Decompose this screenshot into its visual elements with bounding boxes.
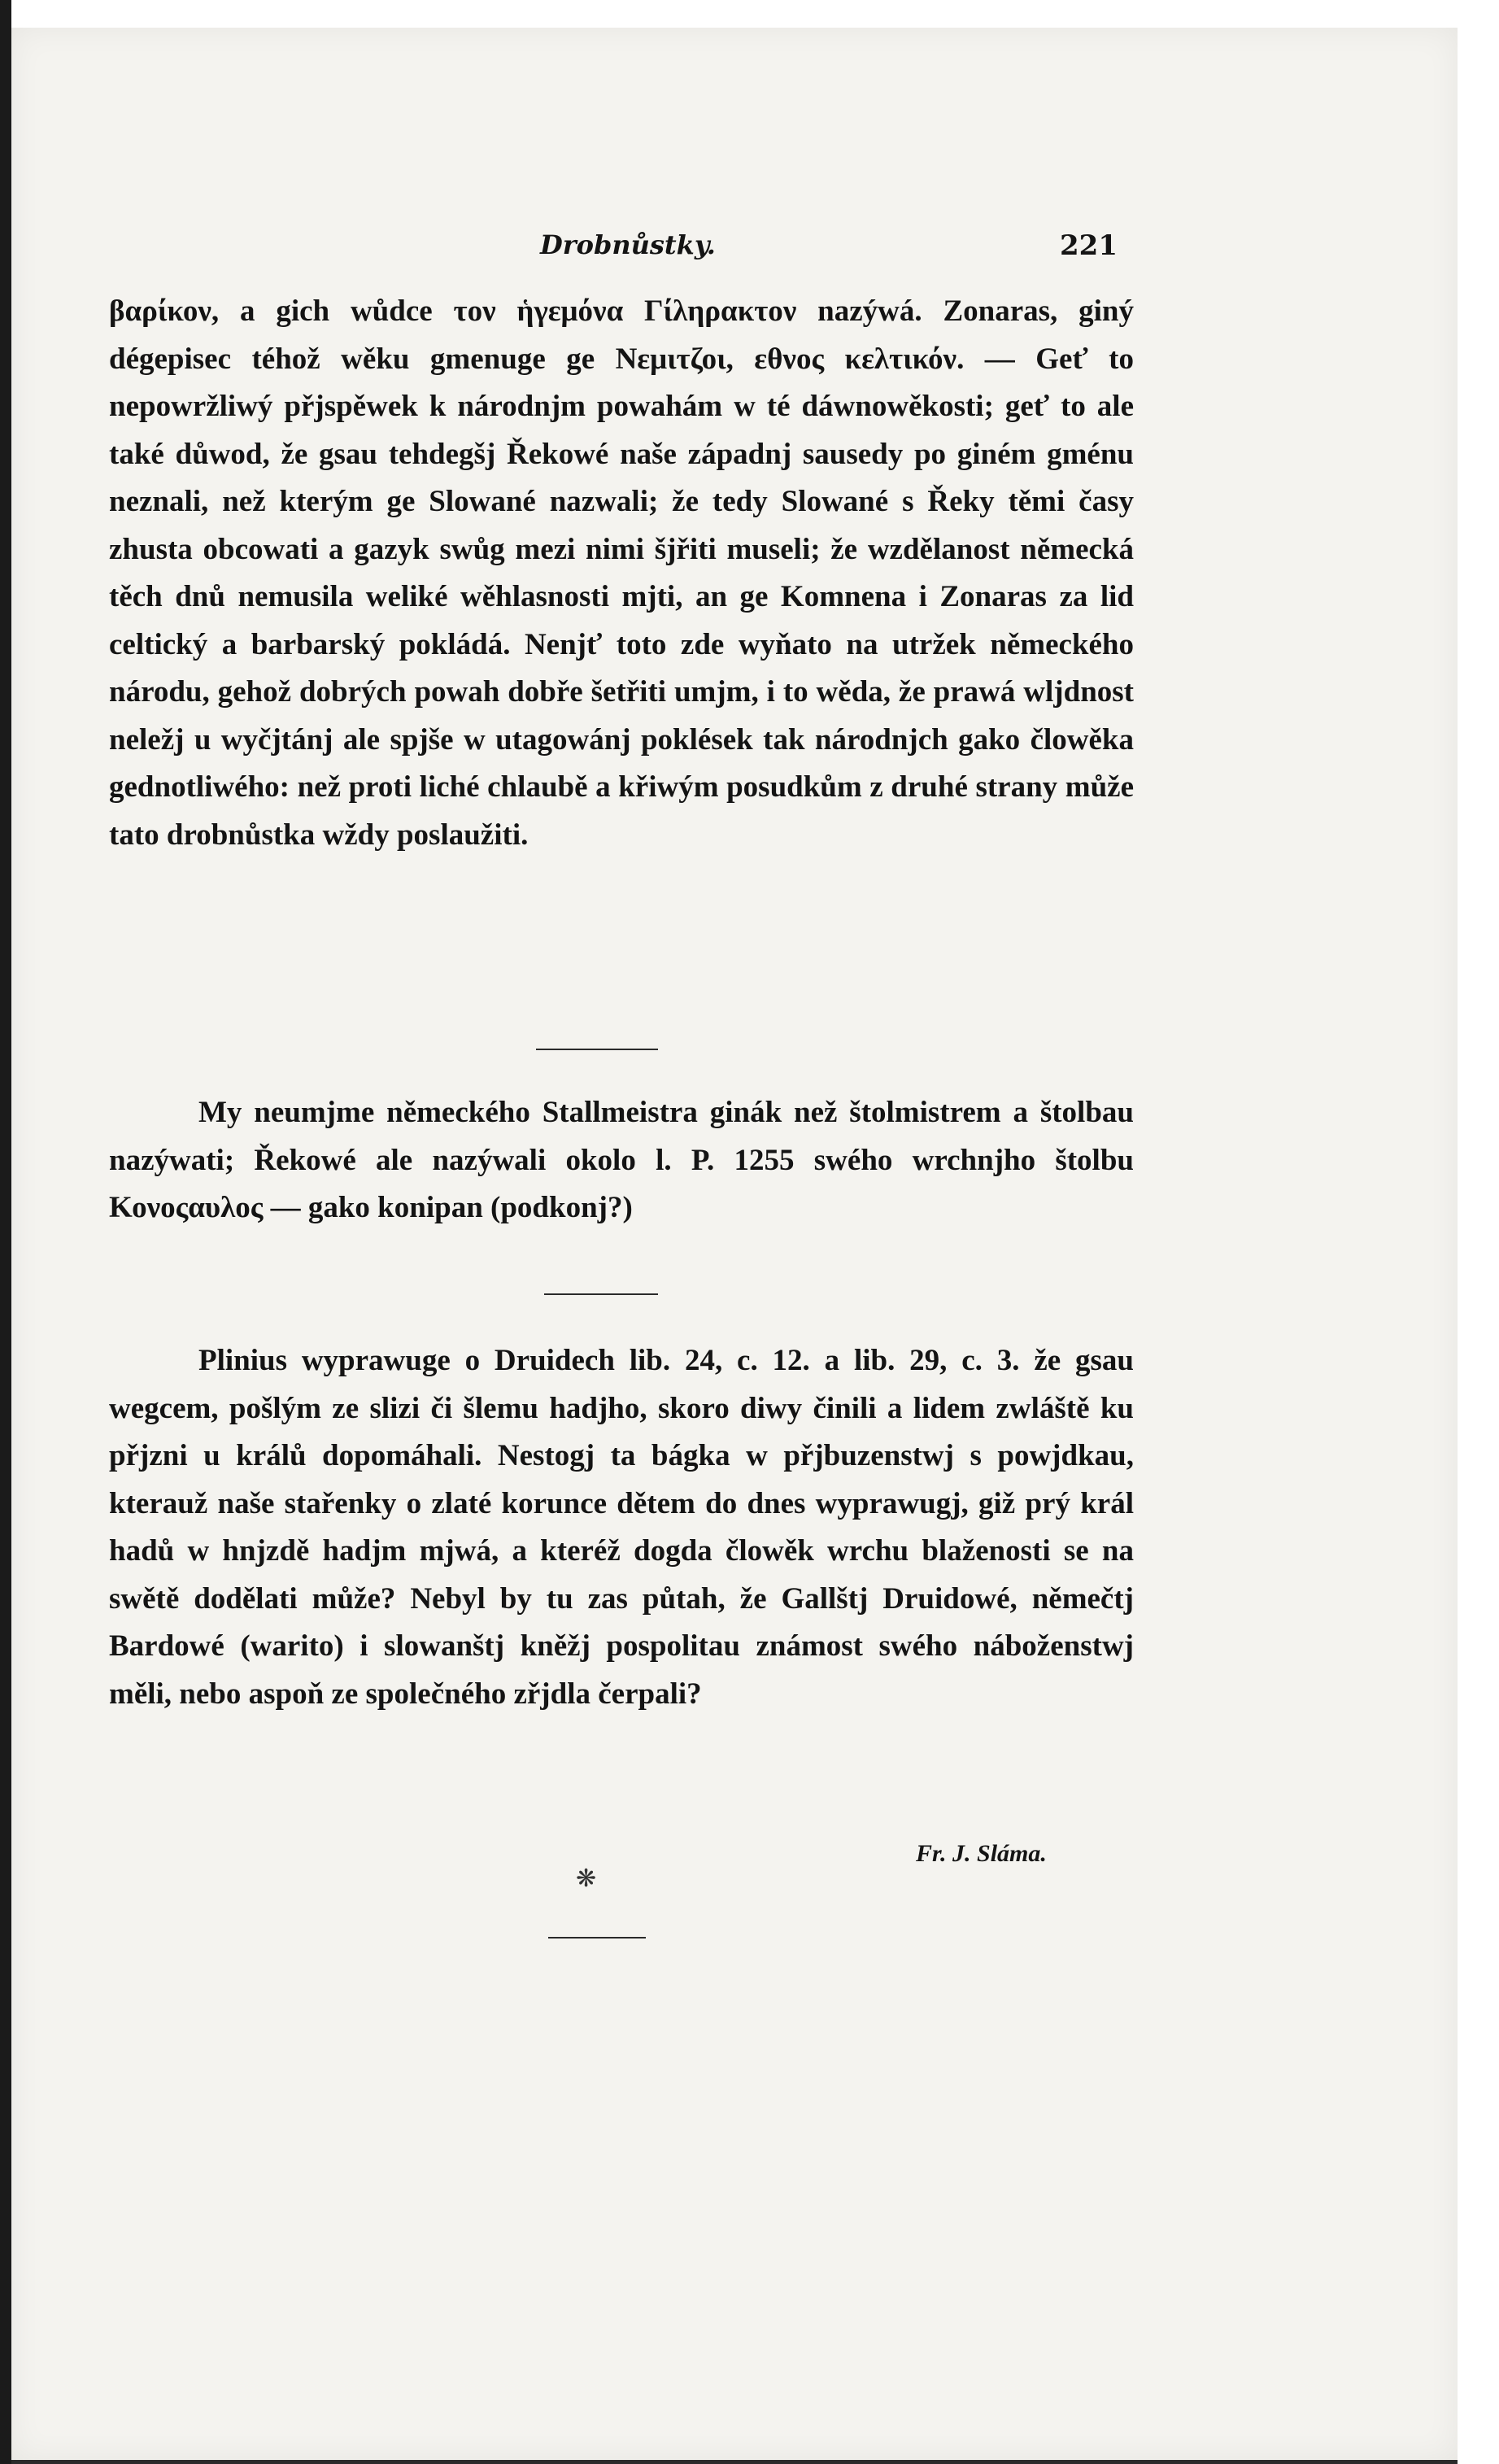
text-section-druids — [109, 1337, 1134, 1718]
page-scan-right-margin — [1458, 0, 1499, 2464]
paragraph: Plinius wyprawuge o Druidech lib. 24, c. 12. a lib. 29, c. 3. že gsau wegcem, pošlým ze slizi či šlemu hadjho, skoro diwy činili a lidem zwláště ku přjzni u králů dopomáhali. Nestogj ta bágka w přjbuzenstwj s powjdkau, kterauž naše stařenky o zlaté korunce dětem do dnes wyprawugj, giž prý král hadů w hnjzdě hadjm mjwá, a kteréž dogda člowěk wrchu blaženosti se na swětě dodělati může? Nebyl by tu zas půtah, že Gallštj Druidowé, němečtj Bardowé (warito) i slowanštj kněžj pospolitau známost swého náboženstwj měli, nebo aspoň ze společného zřjdla čerpali? — [109, 1344, 1134, 1711]
page-number: 221 — [1060, 229, 1118, 262]
author-signature: Fr. J. Sláma. — [916, 1840, 1047, 1867]
book-page — [11, 28, 1458, 2460]
text-section-byzantine-names — [109, 288, 1134, 859]
paragraph: My neumjme německého Stallmeistra ginák než štolmistrem a štolbau nazýwati; Řekowé ale nazýwali okolo l. P. 1255 swého wrchnjho štolbu Κονοςαυλος — gako konipan (podkonj?) — [109, 1096, 1134, 1224]
closing-divider — [548, 1937, 646, 1938]
page-scan-left-shadow — [0, 0, 11, 2464]
page-header — [117, 229, 1118, 262]
paragraph: βαρίκον, a gich wůdce τον ἡγεμόνα Γίληρακτον nazýwá. Zonaras, giný dégepisec téhož wěku gmenuge ge Νεμιτζοι, εθνος κελτικόν. — Geť to nepowržliwý přjspěwek k národnjm powahám w té dáwnowěkosti; geť to ale také důwod, že gsau tehdegšj Řekowé naše západnj sausedy po giném gménu neznali, než kterým ge Slowané nazwali; že tedy Slowané s Řeky těmi časy zhusta obcowati a gazyk swůg mezi nimi šjřiti museli; že wzdělanost německá těch dnů nemusila weliké wěhlasnosti mjti, an ge Komnena i Zonaras za lid celtický a barbarský pokládá. Nenjť toto zde wyňato na utržek německého národu, gehož dobrých powah dobře šetřiti umjm, i to wěda, že prawá wljdnost neležj u wyčjtánj ale spjše w utagowánj poklések tak národnjch gako člowěka gednotliwého: než proti liché chlaubě a křiwým posudkům z druhé strany může tato drobnůstka wždy poslaužiti. — [109, 294, 1134, 852]
section-divider — [544, 1293, 658, 1295]
page-scan-top-margin — [0, 0, 1499, 28]
section-divider — [536, 1049, 658, 1050]
text-section-stolba — [109, 1089, 1134, 1232]
running-head: Drobnůstky. — [540, 229, 716, 260]
ornament-icon: ❋ — [576, 1864, 597, 1893]
